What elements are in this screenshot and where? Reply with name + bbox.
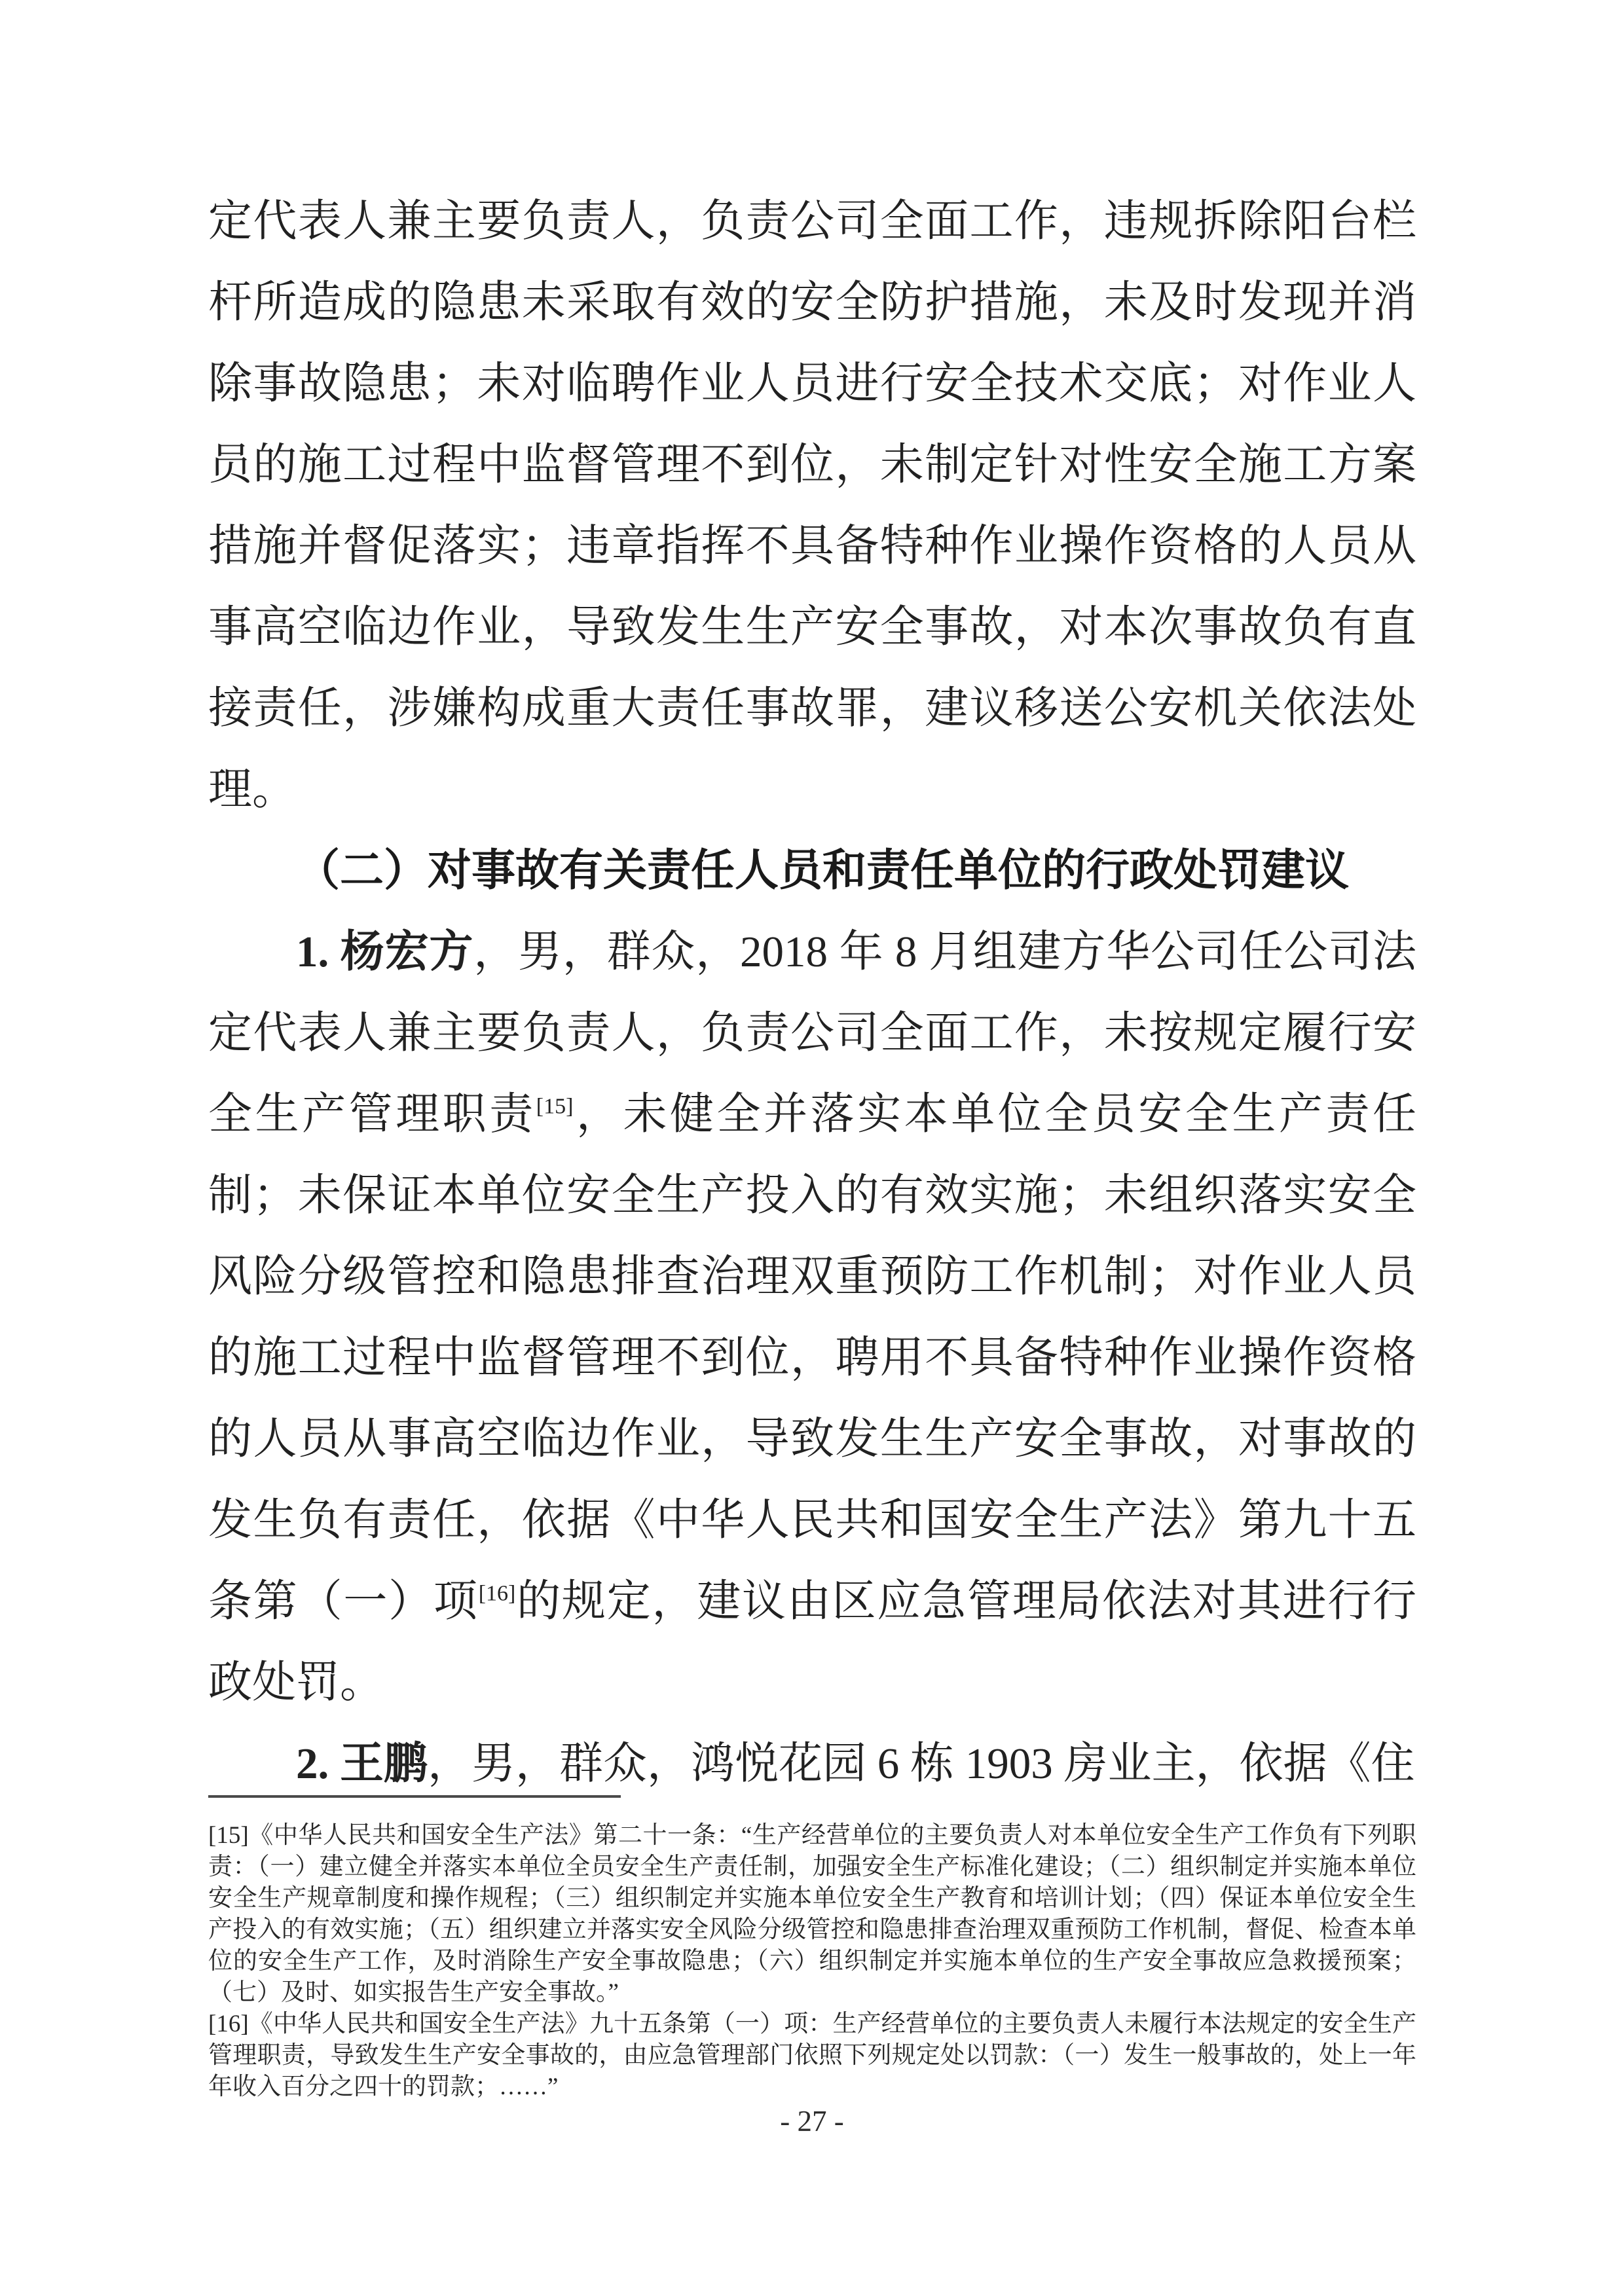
footnote-15-marker: [15] (208, 1822, 249, 1849)
paragraph-item-1 (208, 911, 1416, 1723)
section-heading: （二）对事故有关责任人员和责任单位的行政处罚建议 (296, 847, 1349, 895)
item-1-text-segment-1: ，男，群众，2018 年 8 月组建方华公司任公司法定代表人兼主要负责人，负责公司全面工作，未按规定履行安全生产管理职责 (208, 928, 1417, 1139)
footnote-separator (208, 1795, 621, 1798)
paragraph-item-2 (208, 1723, 1416, 1804)
footnote-15 (208, 1820, 1416, 2009)
footnote-area (208, 1795, 1416, 2103)
footnote-15-text: 《中华人民共和国安全生产法》第二十一条：“生产经营单位的主要负责人对本单位安全生产工作负有下列职责：（一）建立健全并落实本单位全员安全生产责任制，加强安全生产标准化建设；（二）组织制定并实施本单位安全生产规章制度和操作规程；（三）组织制定并实施本单位安全生产教育和培训计划；（四）保证本单位安全生产投入的有效实施；（五）组织建立并落实安全风险分级管控和隐患排查治理双重预防工作机制，督促、检查本单位的安全生产工作，及时消除生产安全事故隐患；（六）组织制定并实施本单位的生产安全事故应急救援预案；（七）及时、如实报告生产安全事故。” (208, 1822, 1416, 2006)
paragraph-continuation: 定代表人兼主要负责人，负责公司全面工作，违规拆除阳台栏杆所造成的隐患未采取有效的安全防护措施，未及时发现并消除事故隐患；未对临聘作业人员进行安全技术交底；对作业人员的施工过程中监督管理不到位，未制定针对性安全施工方案措施并督促落实；违章指挥不具备特种作业操作资格的人员从事高空临边作业，导致发生生产安全事故，对本次事故负有直接责任，涉嫌构成重大责任事故罪，建议移送公安机关依法处理。 (208, 197, 1416, 814)
footnote-ref-15: [15] (536, 1094, 574, 1119)
body-text (208, 181, 1416, 1804)
page-number: - 27 - (780, 2105, 844, 2138)
item-1-text-segment-3: 的规定，建议由区应急管理局依法对其进行行政处罚。 (208, 1577, 1417, 1707)
footnote-16-text: 《中华人民共和国安全生产法》九十五条第（一）项：生产经营单位的主要负责人未履行本法规定的安全生产管理职责，导致发生生产安全事故的，由应急管理部门依照下列规定处以罚款：（一）发生一般事故的，处上一年年收入百分之四十的罚款；……” (208, 2011, 1416, 2100)
item-2-number-name: 2. 王鹏 (296, 1740, 428, 1788)
item-2-text-segment-1: ，男，群众，鸿悦花园 6 栋 1903 房业主，依据《住 (428, 1740, 1415, 1788)
footnote-16-marker: [16] (208, 2011, 249, 2037)
item-1-number-name: 1. 杨宏方 (296, 928, 474, 976)
footnote-16 (208, 2009, 1416, 2103)
footnote-ref-16: [16] (478, 1581, 516, 1606)
item-1-text-segment-2: ，未健全并落实本单位全员安全生产责任制；未保证本单位安全生产投入的有效实施；未组织落实安全风险分级管控和隐患排查治理双重预防工作机制；对作业人员的施工过程中监督管理不到位，聘用不具备特种作业操作资格的人员从事高空临边作业，导致发生生产安全事故，对事故的发生负有责任，依据《中华人民共和国安全生产法》第九十五条第（一）项 (208, 1090, 1417, 1626)
